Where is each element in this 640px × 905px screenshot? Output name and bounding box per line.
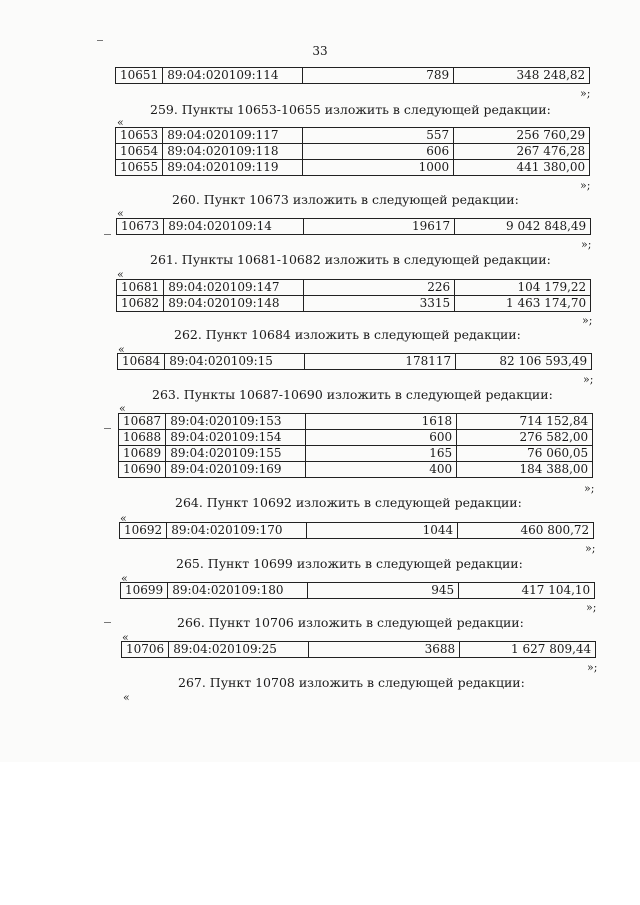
area-value: 165 <box>306 446 457 462</box>
table-row <box>119 462 593 478</box>
table-row <box>121 583 595 599</box>
table-row <box>119 414 593 430</box>
section-heading: 259. Пункты 10653-10655 изложить в следующей редакции: <box>150 102 551 117</box>
row-number: 10688 <box>119 430 166 446</box>
cadastral-number: 89:04:020109:153 <box>166 414 306 430</box>
area-value: 178117 <box>305 354 456 370</box>
opening-quote: « <box>119 402 126 415</box>
cadastral-number: 89:04:020109:14 <box>164 219 304 235</box>
row-number: 10706 <box>122 642 169 658</box>
cost-value: 104 179,22 <box>455 280 591 296</box>
cost-value: 1 463 174,70 <box>455 296 591 312</box>
table-row <box>122 642 596 658</box>
row-number: 10689 <box>119 446 166 462</box>
opening-quote: « <box>122 631 129 644</box>
row-number: 10699 <box>121 583 168 599</box>
area-value: 400 <box>306 462 457 478</box>
opening-quote: « <box>117 207 124 220</box>
closing-quote: »; <box>582 314 593 327</box>
closing-quote: »; <box>586 601 597 614</box>
table-row <box>116 128 590 144</box>
area-value: 19617 <box>304 219 455 235</box>
section-heading: 263. Пункты 10687-10690 изложить в следующей редакции: <box>152 387 553 402</box>
closing-quote: »; <box>580 87 591 100</box>
section-heading: 262. Пункт 10684 изложить в следующей редакции: <box>174 327 521 342</box>
row-number: 10692 <box>120 523 167 539</box>
data-table <box>119 522 594 539</box>
area-value: 606 <box>303 144 454 160</box>
cadastral-number: 89:04:020109:118 <box>163 144 303 160</box>
data-table <box>117 353 592 370</box>
cadastral-number: 89:04:020109:170 <box>167 523 307 539</box>
row-number: 10690 <box>119 462 166 478</box>
margin-mark <box>104 234 111 235</box>
cadastral-number: 89:04:020109:25 <box>169 642 309 658</box>
area-value: 3688 <box>309 642 460 658</box>
table-row <box>117 280 591 296</box>
table-row <box>117 219 591 235</box>
table-row <box>116 68 590 84</box>
area-value: 600 <box>306 430 457 446</box>
section-heading: 265. Пункт 10699 изложить в следующей редакции: <box>176 556 523 571</box>
cost-value: 714 152,84 <box>457 414 593 430</box>
cadastral-number: 89:04:020109:169 <box>166 462 306 478</box>
blank-area <box>0 762 640 905</box>
section-heading: 264. Пункт 10692 изложить в следующей редакции: <box>175 495 522 510</box>
margin-mark <box>104 428 111 429</box>
cadastral-number: 89:04:020109:154 <box>166 430 306 446</box>
closing-quote: »; <box>581 238 592 251</box>
table-row <box>119 446 593 462</box>
section-heading: 261. Пункты 10681-10682 изложить в следующей редакции: <box>150 252 551 267</box>
area-value: 3315 <box>304 296 455 312</box>
cadastral-number: 89:04:020109:147 <box>164 280 304 296</box>
table-row <box>119 430 593 446</box>
closing-quote: »; <box>584 482 595 495</box>
opening-quote: « <box>117 268 124 281</box>
area-value: 226 <box>304 280 455 296</box>
table-row <box>117 296 591 312</box>
section-heading: 260. Пункт 10673 изложить в следующей редакции: <box>172 192 519 207</box>
table-row <box>116 144 590 160</box>
cost-value: 460 800,72 <box>458 523 594 539</box>
cadastral-number: 89:04:020109:155 <box>166 446 306 462</box>
closing-quote: »; <box>583 373 594 386</box>
row-number: 10681 <box>117 280 164 296</box>
closing-quote: »; <box>585 542 596 555</box>
data-table <box>115 127 590 176</box>
opening-quote: « <box>118 343 125 356</box>
data-table <box>116 218 591 235</box>
area-value: 945 <box>308 583 459 599</box>
opening-quote: « <box>120 512 127 525</box>
row-number: 10684 <box>118 354 165 370</box>
data-table <box>118 413 593 478</box>
area-value: 1000 <box>303 160 454 176</box>
cost-value: 76 060,05 <box>457 446 593 462</box>
cost-value: 82 106 593,49 <box>456 354 592 370</box>
row-number: 10654 <box>116 144 163 160</box>
row-number: 10682 <box>117 296 164 312</box>
table-row <box>120 523 594 539</box>
section-heading: 266. Пункт 10706 изложить в следующей редакции: <box>177 615 524 630</box>
area-value: 1618 <box>306 414 457 430</box>
cost-value: 276 582,00 <box>457 430 593 446</box>
row-number: 10673 <box>117 219 164 235</box>
cost-value: 267 476,28 <box>454 144 590 160</box>
cost-value: 441 380,00 <box>454 160 590 176</box>
row-number: 10655 <box>116 160 163 176</box>
cost-value: 1 627 809,44 <box>460 642 596 658</box>
cost-value: 184 388,00 <box>457 462 593 478</box>
row-number: 10651 <box>116 68 163 84</box>
closing-quote: »; <box>580 179 591 192</box>
data-table <box>115 67 590 84</box>
cadastral-number: 89:04:020109:114 <box>163 68 303 84</box>
data-table <box>121 641 596 658</box>
opening-quote: « <box>117 116 124 129</box>
area-value: 1044 <box>307 523 458 539</box>
area-value: 789 <box>303 68 454 84</box>
closing-quote: »; <box>587 661 598 674</box>
cost-value: 348 248,82 <box>454 68 590 84</box>
cadastral-number: 89:04:020109:15 <box>165 354 305 370</box>
cost-value: 256 760,29 <box>454 128 590 144</box>
margin-mark <box>104 622 111 623</box>
data-table <box>116 279 591 312</box>
margin-mark <box>97 40 103 41</box>
section-heading: 267. Пункт 10708 изложить в следующей редакции: <box>178 675 525 690</box>
cost-value: 417 104,10 <box>459 583 595 599</box>
row-number: 10687 <box>119 414 166 430</box>
cadastral-number: 89:04:020109:117 <box>163 128 303 144</box>
cadastral-number: 89:04:020109:119 <box>163 160 303 176</box>
page-number: 33 <box>312 44 328 58</box>
data-table <box>120 582 595 599</box>
cadastral-number: 89:04:020109:148 <box>164 296 304 312</box>
table-row <box>116 160 590 176</box>
cadastral-number: 89:04:020109:180 <box>168 583 308 599</box>
cost-value: 9 042 848,49 <box>455 219 591 235</box>
table-row <box>118 354 592 370</box>
area-value: 557 <box>303 128 454 144</box>
opening-quote: « <box>123 691 130 704</box>
row-number: 10653 <box>116 128 163 144</box>
opening-quote: « <box>121 572 128 585</box>
